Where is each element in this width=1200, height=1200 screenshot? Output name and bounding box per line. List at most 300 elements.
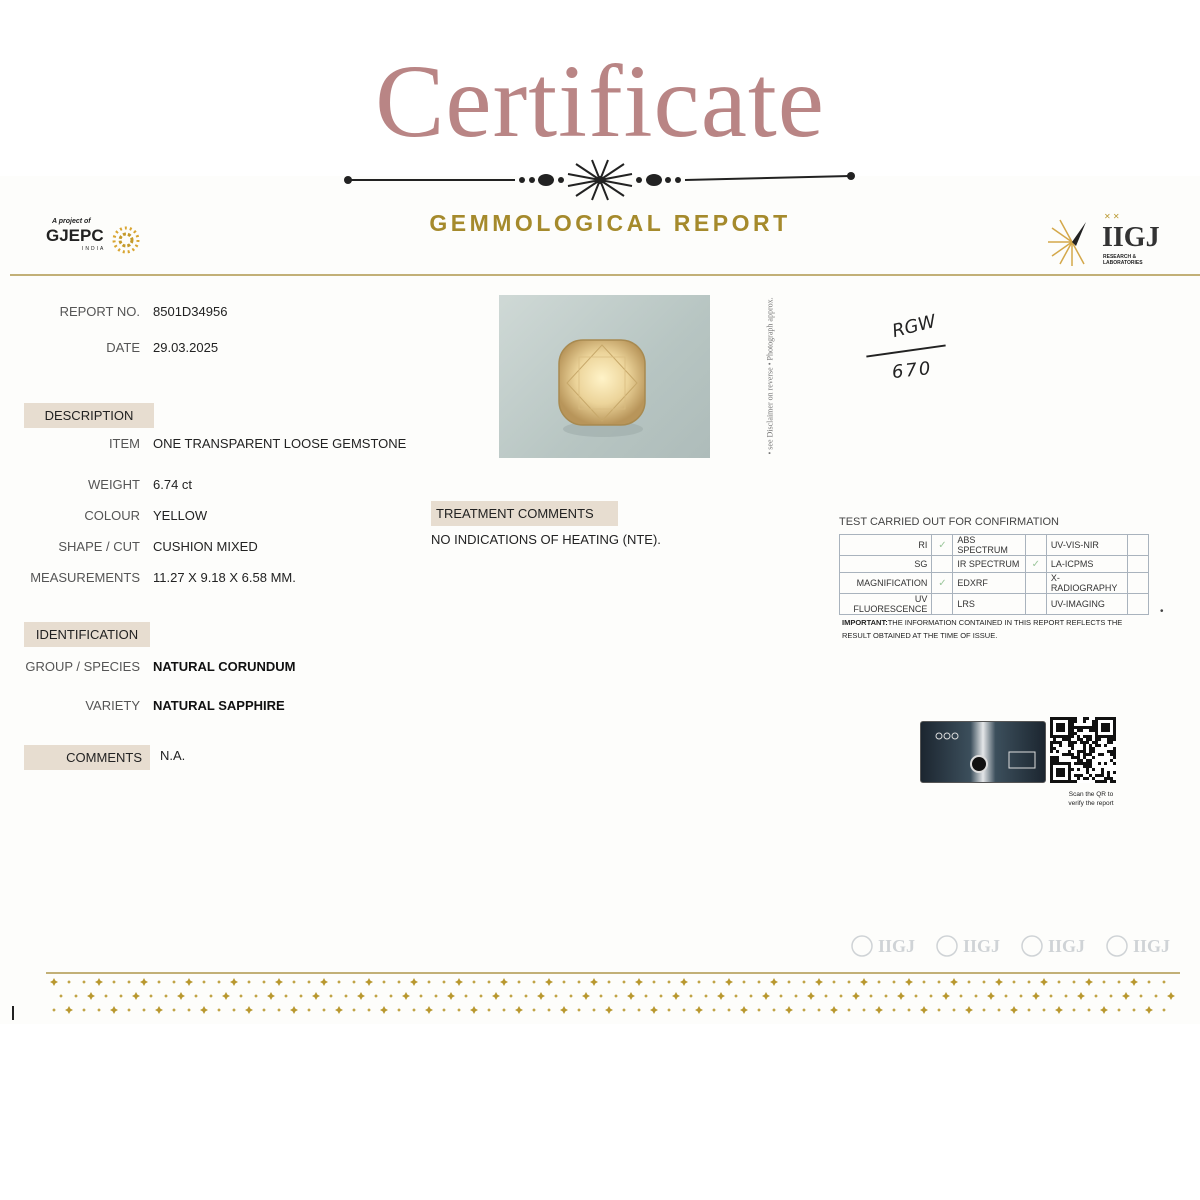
left-edge-mark <box>12 1006 14 1020</box>
qr-module <box>1077 774 1080 777</box>
sparkle-icon <box>500 978 508 986</box>
sparkle-icon <box>434 994 438 998</box>
qr-module <box>1107 738 1110 741</box>
sparkle-icon <box>952 1008 956 1012</box>
sparkle-icon <box>907 1008 911 1012</box>
qr-module <box>1113 753 1116 756</box>
sparkle-icon <box>1057 980 1061 984</box>
sparkle-icon <box>239 994 243 998</box>
sparkle-icon <box>1012 980 1016 984</box>
qr-module <box>1083 762 1086 765</box>
sparkle-icon <box>155 1006 163 1014</box>
qr-module <box>1053 756 1056 759</box>
sparkle-icon <box>740 1006 748 1014</box>
treatment-heading: TREATMENT COMMENTS <box>431 501 618 526</box>
title-ornament <box>340 152 860 202</box>
test-name: X-RADIOGRAPHY <box>1046 573 1127 594</box>
qr-module <box>1083 777 1086 780</box>
qr-module <box>1086 768 1089 771</box>
qr-module <box>1077 756 1080 759</box>
qr-module <box>1077 777 1080 780</box>
qr-module <box>1074 756 1077 759</box>
sparkle-icon <box>50 978 58 986</box>
verification-qr-code[interactable] <box>1050 717 1116 783</box>
sparkle-icon <box>1145 1006 1153 1014</box>
qr-module <box>1089 729 1092 732</box>
qr-module <box>1083 726 1086 729</box>
sparkle-icon <box>772 1008 776 1012</box>
qr-module <box>1086 762 1089 765</box>
sparkle-icon <box>577 980 581 984</box>
qr-module <box>1083 750 1086 753</box>
qr-module <box>1083 735 1086 738</box>
sparkle-icon <box>950 978 958 986</box>
qr-module <box>1071 756 1074 759</box>
sparkle-icon <box>749 994 753 998</box>
sparkle-icon <box>914 994 918 998</box>
sparkle-icon <box>82 980 86 984</box>
qr-module <box>1098 744 1101 747</box>
sparkle-icon <box>995 978 1003 986</box>
qr-module <box>1071 753 1074 756</box>
sparkle-icon <box>680 978 688 986</box>
qr-module <box>1053 741 1056 744</box>
sparkle-icon <box>442 1008 446 1012</box>
variety-value: NATURAL SAPPHIRE <box>153 698 285 713</box>
qr-module <box>1092 777 1095 780</box>
sparkle-icon <box>1077 992 1085 1000</box>
sparkle-icon <box>455 978 463 986</box>
qr-module <box>1077 768 1080 771</box>
qr-module <box>1113 756 1116 759</box>
sparkle-icon <box>427 980 431 984</box>
qr-module <box>1053 747 1056 750</box>
report-no-label: REPORT NO. <box>59 304 140 319</box>
qr-module <box>1083 747 1086 750</box>
watermark-logos <box>848 928 1178 962</box>
sparkle-icon <box>312 992 320 1000</box>
qr-module <box>1050 741 1053 744</box>
sparkle-icon <box>897 992 905 1000</box>
sparkle-icon <box>142 1008 146 1012</box>
sparkle-icon <box>217 1008 221 1012</box>
sparkle-icon <box>1049 994 1053 998</box>
tests-row <box>840 556 1149 573</box>
sparkle-icon <box>757 980 761 984</box>
sparkle-icon <box>119 994 123 998</box>
qr-module <box>1071 729 1074 732</box>
sparkle-icon <box>1072 980 1076 984</box>
sparkle-icon <box>802 980 806 984</box>
variety-label: VARIETY <box>85 698 140 713</box>
qr-module <box>1080 750 1083 753</box>
sparkle-icon <box>329 994 333 998</box>
qr-module <box>1095 738 1098 741</box>
tests-heading: TEST CARRIED OUT FOR CONFIRMATION <box>839 516 1060 528</box>
sparkle-icon <box>712 980 716 984</box>
test-name: MAGNIFICATION <box>840 573 932 594</box>
sparkle-icon <box>110 1006 118 1014</box>
qr-module <box>1086 738 1089 741</box>
sparkle-icon <box>247 980 251 984</box>
report-no: 8501D34956 <box>153 304 228 319</box>
qr-module <box>1074 726 1077 729</box>
qr-module <box>1086 771 1089 774</box>
sparkle-icon <box>177 992 185 1000</box>
qr-module <box>1071 768 1074 771</box>
qr-module <box>1074 720 1077 723</box>
sparkle-icon <box>1122 992 1130 1000</box>
shape-value: CUSHION MIXED <box>153 539 258 554</box>
gjepc-logo: A project of GJEPC INDIA <box>46 218 146 262</box>
iigj-logo: IIGJ RESEARCH & LABORATORIES ✕ ✕ <box>1046 212 1176 268</box>
sparkle-icon <box>275 978 283 986</box>
qr-module <box>1092 726 1095 729</box>
sparkle-icon <box>614 994 618 998</box>
qr-module <box>1086 735 1089 738</box>
qr-module <box>1068 750 1071 753</box>
treatment-value: NO INDICATIONS OF HEATING (NTE). <box>431 532 661 547</box>
sparkle-icon <box>982 980 986 984</box>
sparkle-icon <box>717 992 725 1000</box>
sparkle-icon <box>1162 1008 1166 1012</box>
sparkle-icon <box>172 980 176 984</box>
sparkle-icon <box>82 1008 86 1012</box>
sparkle-icon <box>877 980 881 984</box>
sparkle-icon <box>734 994 738 998</box>
sparkle-icon <box>59 994 63 998</box>
sparkle-icon <box>727 1008 731 1012</box>
sparkle-icon <box>1117 1008 1121 1012</box>
sparkle-icon <box>187 1008 191 1012</box>
comments-value: N.A. <box>160 748 186 763</box>
sparkle-icon <box>344 994 348 998</box>
sparkle-icon <box>1094 994 1098 998</box>
sparkle-icon <box>560 1006 568 1014</box>
qr-module <box>1056 741 1059 744</box>
qr-module <box>1053 738 1056 741</box>
qr-module <box>1086 765 1089 768</box>
qr-caption: Scan the QR to verify the report <box>1068 791 1114 807</box>
qr-module <box>1098 753 1101 756</box>
qr-module <box>1089 747 1092 750</box>
sparkle-icon <box>164 994 168 998</box>
sparkle-icon <box>742 980 746 984</box>
sparkle-icon <box>704 994 708 998</box>
qr-module <box>1086 726 1089 729</box>
qr-module <box>1080 726 1083 729</box>
qr-module <box>1098 738 1101 741</box>
sparkle-icon <box>1040 978 1048 986</box>
date-label: DATE <box>106 340 140 355</box>
measurements-value: 11.27 X 9.18 X 6.58 MM. <box>153 570 296 585</box>
qr-module <box>1089 738 1092 741</box>
sparkle-icon <box>472 980 476 984</box>
sparkle-icon <box>892 980 896 984</box>
test-name: LRS <box>953 594 1025 615</box>
sparkle-icon <box>569 994 573 998</box>
test-name: IR SPECTRUM <box>953 556 1025 573</box>
sparkle-icon <box>905 978 913 986</box>
sparkle-icon <box>607 980 611 984</box>
qr-module <box>1068 738 1071 741</box>
sparkle-icon <box>830 1006 838 1014</box>
test-name: LA-ICPMS <box>1046 556 1127 573</box>
qr-module <box>1104 777 1107 780</box>
sparkle-icon <box>537 992 545 1000</box>
sparkle-icon <box>622 1008 626 1012</box>
qr-module <box>1077 735 1080 738</box>
sparkle-icon <box>627 992 635 1000</box>
sparkle-icon <box>172 1008 176 1012</box>
sparkle-icon <box>577 1008 581 1012</box>
sparkle-icon <box>352 1008 356 1012</box>
sparkle-icon <box>637 1008 641 1012</box>
qr-module <box>1056 750 1059 753</box>
qr-module <box>1113 747 1116 750</box>
sparkle-icon <box>1027 980 1031 984</box>
check-icon <box>932 556 953 573</box>
sparkle-icon <box>997 1008 1001 1012</box>
qr-module <box>1056 756 1059 759</box>
sparkle-icon <box>524 994 528 998</box>
qr-module <box>1077 738 1080 741</box>
qr-module <box>1068 753 1071 756</box>
qr-module <box>1077 750 1080 753</box>
gemstone-photo <box>499 295 710 458</box>
sparkle-icon <box>652 980 656 984</box>
sparkle-icon <box>847 1008 851 1012</box>
sparkle-icon <box>200 1006 208 1014</box>
sparkle-icon <box>689 994 693 998</box>
sparkle-icon <box>1167 992 1175 1000</box>
qr-module <box>1086 717 1089 720</box>
qr-module <box>1083 744 1086 747</box>
qr-module <box>1095 780 1098 783</box>
qr-module <box>1080 738 1083 741</box>
sparkle-icon <box>402 992 410 1000</box>
sparkle-icon <box>959 994 963 998</box>
sparkle-icon <box>599 994 603 998</box>
sparkle-icon <box>1055 1006 1063 1014</box>
sparkle-icon <box>74 994 78 998</box>
sparkle-icon <box>254 994 258 998</box>
sparkle-icon <box>695 1006 703 1014</box>
qr-module <box>1098 774 1101 777</box>
sparkle-icon <box>217 980 221 984</box>
qr-module <box>1074 741 1077 744</box>
qr-module <box>1092 729 1095 732</box>
sparkle-icon <box>987 992 995 1000</box>
sparkle-icon <box>1132 1008 1136 1012</box>
qr-module <box>1113 738 1116 741</box>
qr-module <box>1086 741 1089 744</box>
test-name: UV-IMAGING <box>1046 594 1127 615</box>
sparkle-icon <box>712 1008 716 1012</box>
qr-module <box>1071 780 1074 783</box>
sparkle-icon <box>1032 992 1040 1000</box>
sparkle-icon <box>1117 980 1121 984</box>
sparkle-icon <box>547 1008 551 1012</box>
report-heading: GEMMOLOGICAL REPORT <box>429 210 791 236</box>
group-value: NATURAL CORUNDUM <box>153 659 296 674</box>
colour-value: YELLOW <box>153 508 208 523</box>
sparkle-icon <box>335 1006 343 1014</box>
qr-module <box>1083 753 1086 756</box>
sparkle-icon <box>447 992 455 1000</box>
measurements-label: MEASUREMENTS <box>30 570 140 585</box>
qr-module <box>1095 774 1098 777</box>
qr-module <box>1050 759 1053 762</box>
qr-module <box>1077 729 1080 732</box>
qr-module <box>1104 780 1107 783</box>
sparkle-icon <box>202 980 206 984</box>
sparkle-icon <box>672 992 680 1000</box>
tests-row <box>840 594 1149 615</box>
sparkle-icon <box>67 980 71 984</box>
qr-module <box>1068 744 1071 747</box>
qr-module <box>1071 747 1074 750</box>
qr-module <box>1092 768 1095 771</box>
sparkle-icon <box>97 1008 101 1012</box>
sparkle-icon <box>322 1008 326 1012</box>
qr-module <box>1050 747 1053 750</box>
test-name: SG <box>840 556 932 573</box>
qr-module <box>1113 762 1116 765</box>
sparkle-icon <box>1130 978 1138 986</box>
check-icon <box>1025 594 1046 615</box>
qr-module <box>1071 720 1074 723</box>
sparkle-icon <box>659 994 663 998</box>
qr-module <box>1071 744 1074 747</box>
qr-module <box>1089 765 1092 768</box>
sparkle-icon <box>290 1006 298 1014</box>
sparkle-icon <box>487 980 491 984</box>
qr-module <box>1104 762 1107 765</box>
qr-module <box>1059 741 1062 744</box>
sparkle-icon <box>884 994 888 998</box>
qr-module <box>1083 717 1086 720</box>
sparkle-icon <box>374 994 378 998</box>
sparkle-icon <box>1019 994 1023 998</box>
qr-module <box>1092 756 1095 759</box>
sparkle-icon <box>832 980 836 984</box>
sparkle-icon <box>852 992 860 1000</box>
sparkle-icon <box>942 992 950 1000</box>
sparkle-icon <box>1072 1008 1076 1012</box>
qr-code-icon <box>1050 717 1116 783</box>
check-icon: ✓ <box>1025 556 1046 573</box>
qr-module <box>1095 744 1098 747</box>
sparkle-icon <box>582 992 590 1000</box>
qr-module <box>1107 750 1110 753</box>
sparkle-icon <box>262 980 266 984</box>
sparkle-icon <box>929 994 933 998</box>
check-icon <box>1128 556 1149 573</box>
comments-heading: COMMENTS <box>24 745 150 770</box>
qr-module <box>1092 720 1095 723</box>
sparkle-icon <box>1154 994 1158 998</box>
sparkle-icon <box>307 1008 311 1012</box>
sparkle-icon <box>974 994 978 998</box>
sparkle-icon <box>787 980 791 984</box>
sparkle-icon <box>185 978 193 986</box>
check-icon <box>1128 573 1149 594</box>
sparkle-icon <box>1100 1006 1108 1014</box>
sparkle-icon <box>667 980 671 984</box>
qr-module <box>1113 771 1116 774</box>
sparkle-icon <box>815 978 823 986</box>
sparkle-icon <box>267 992 275 1000</box>
sparkle-icon <box>464 994 468 998</box>
qr-module <box>1053 759 1056 762</box>
sparkle-icon <box>697 980 701 984</box>
sparkle-icon <box>320 978 328 986</box>
sparkle-icon <box>149 994 153 998</box>
qr-module <box>1113 750 1116 753</box>
sparkle-icon <box>470 1006 478 1014</box>
qr-module <box>1107 777 1110 780</box>
svg-text:IIGJ: IIGJ <box>1048 936 1086 956</box>
sparkle-icon <box>545 978 553 986</box>
qr-module <box>1089 726 1092 729</box>
qr-module <box>1110 777 1113 780</box>
sparkle-icon <box>365 978 373 986</box>
sparkle-border <box>46 976 1180 1020</box>
qr-module <box>1080 762 1083 765</box>
test-name: UV-VIS-NIR <box>1046 535 1127 556</box>
sparkle-icon <box>1027 1008 1031 1012</box>
qr-module <box>1089 774 1092 777</box>
qr-module <box>1071 735 1074 738</box>
test-name: RI <box>840 535 932 556</box>
sparkle-icon <box>532 980 536 984</box>
sparkle-icon <box>794 994 798 998</box>
sparkle-icon <box>635 978 643 986</box>
bottom-rule <box>46 972 1180 974</box>
sparkle-icon <box>982 1008 986 1012</box>
stars-icon: ✕ ✕ <box>1104 212 1120 221</box>
hologram-seal <box>920 721 1046 783</box>
sparkle-icon <box>860 978 868 986</box>
sparkle-icon <box>590 978 598 986</box>
sparkle-icon <box>389 994 393 998</box>
check-icon <box>932 594 953 615</box>
check-icon: ✓ <box>932 535 953 556</box>
sparkle-icon <box>277 1008 281 1012</box>
colour-label: COLOUR <box>84 508 140 523</box>
sparkle-icon <box>1102 980 1106 984</box>
qr-module <box>1074 717 1077 720</box>
sparkle-icon <box>419 994 423 998</box>
qr-module <box>1062 753 1065 756</box>
qr-module <box>1065 753 1068 756</box>
qr-module <box>1068 741 1071 744</box>
qr-module <box>1092 750 1095 753</box>
sparkle-icon <box>509 994 513 998</box>
qr-module <box>1080 729 1083 732</box>
sparkle-icon <box>397 980 401 984</box>
handwritten-note: RGW 670 <box>866 316 956 396</box>
sparkle-icon <box>127 980 131 984</box>
sparkle-icon <box>502 1008 506 1012</box>
sparkle-icon <box>532 1008 536 1012</box>
sparkle-icon <box>127 1008 131 1012</box>
qr-module <box>1092 747 1095 750</box>
qr-module <box>1089 735 1092 738</box>
qr-module <box>1107 774 1110 777</box>
qr-module <box>1089 750 1092 753</box>
